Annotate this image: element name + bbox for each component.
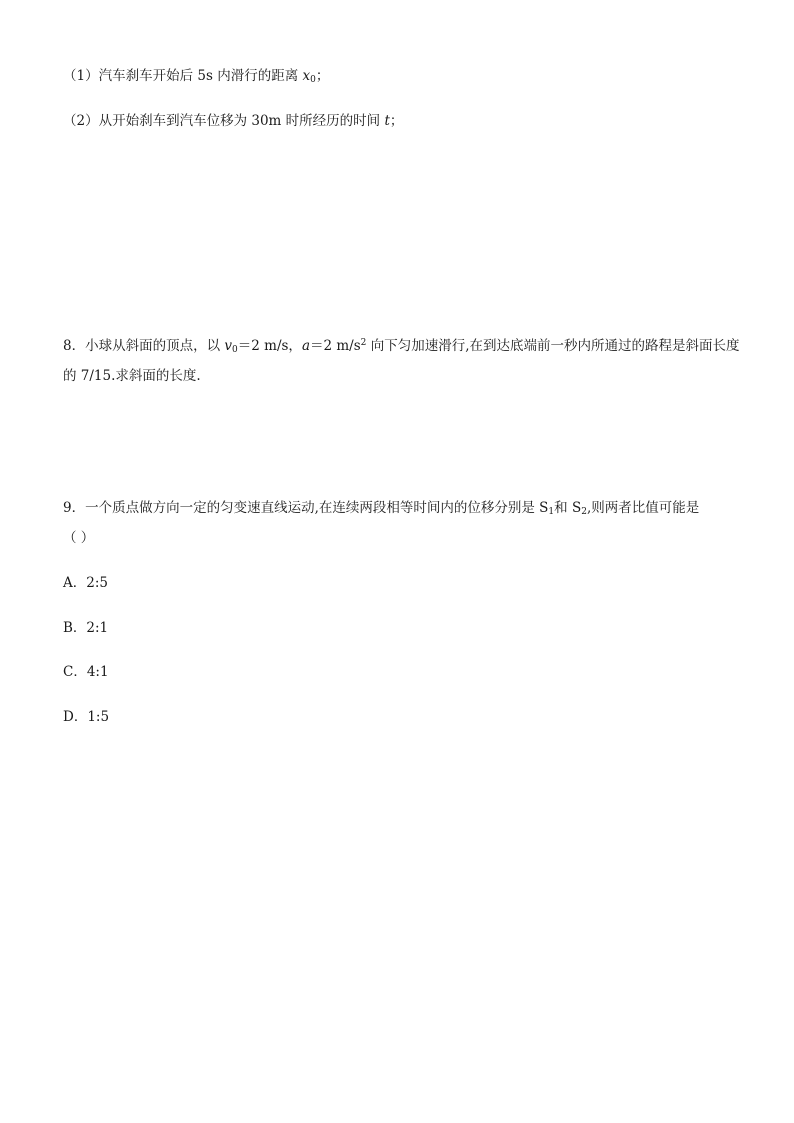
q7-part1-text: （1）汽车刹车开始后 5s 内滑行的距离 xyxy=(63,68,303,84)
q9-option-a: A．2:5 xyxy=(63,575,108,591)
q8-text-1: 8．小球从斜面的顶点，以 xyxy=(63,338,225,354)
q7-part1-suffix: ； xyxy=(315,68,330,84)
q8-line2: 的 7/15.求斜面的长度. xyxy=(63,368,201,384)
q9-option-b: B．2:1 xyxy=(63,620,109,636)
q7-part2-suffix: ； xyxy=(389,113,404,129)
q8-line1 xyxy=(63,336,740,356)
q9-text-2: 和 S xyxy=(554,500,582,516)
q8-text-4: 向下匀加速滑行,在到达底端前一秒内所通过的路程是斜面长度 xyxy=(366,338,740,354)
q8-text-3: ＝2 m/s xyxy=(310,338,361,354)
q7-part1 xyxy=(63,66,329,86)
q7-part2-text: （2）从开始刹车到汽车位移为 30m 时所经历的时间 xyxy=(63,113,385,129)
q7-part1-sub: 0 xyxy=(310,75,316,85)
q9-line1 xyxy=(63,498,699,518)
q8-velocity-sub: 0 xyxy=(232,345,238,355)
q8-accel-sup: 2 xyxy=(360,338,367,348)
q9-s2-sub: 2 xyxy=(581,507,587,517)
q8-accel-var: a xyxy=(301,338,310,354)
q9-text-3: ,则两者比值可能是 xyxy=(586,500,700,516)
q7-part1-var: x xyxy=(302,68,311,84)
q8-velocity-var: v xyxy=(224,338,233,354)
q7-part2-var: t xyxy=(384,113,390,129)
q9-s1-sub: 1 xyxy=(548,507,555,517)
q9-text-1: 9．一个质点做方向一定的匀变速直线运动,在连续两段相等时间内的位移分别是 S xyxy=(63,500,549,516)
q9-line2: （ ） xyxy=(63,530,95,546)
q8-text-2: ＝2 m/s， xyxy=(237,338,302,354)
q9-option-c: C．4:1 xyxy=(63,664,109,680)
q7-part2 xyxy=(63,111,403,131)
q9-option-d: D．1:5 xyxy=(63,709,110,725)
